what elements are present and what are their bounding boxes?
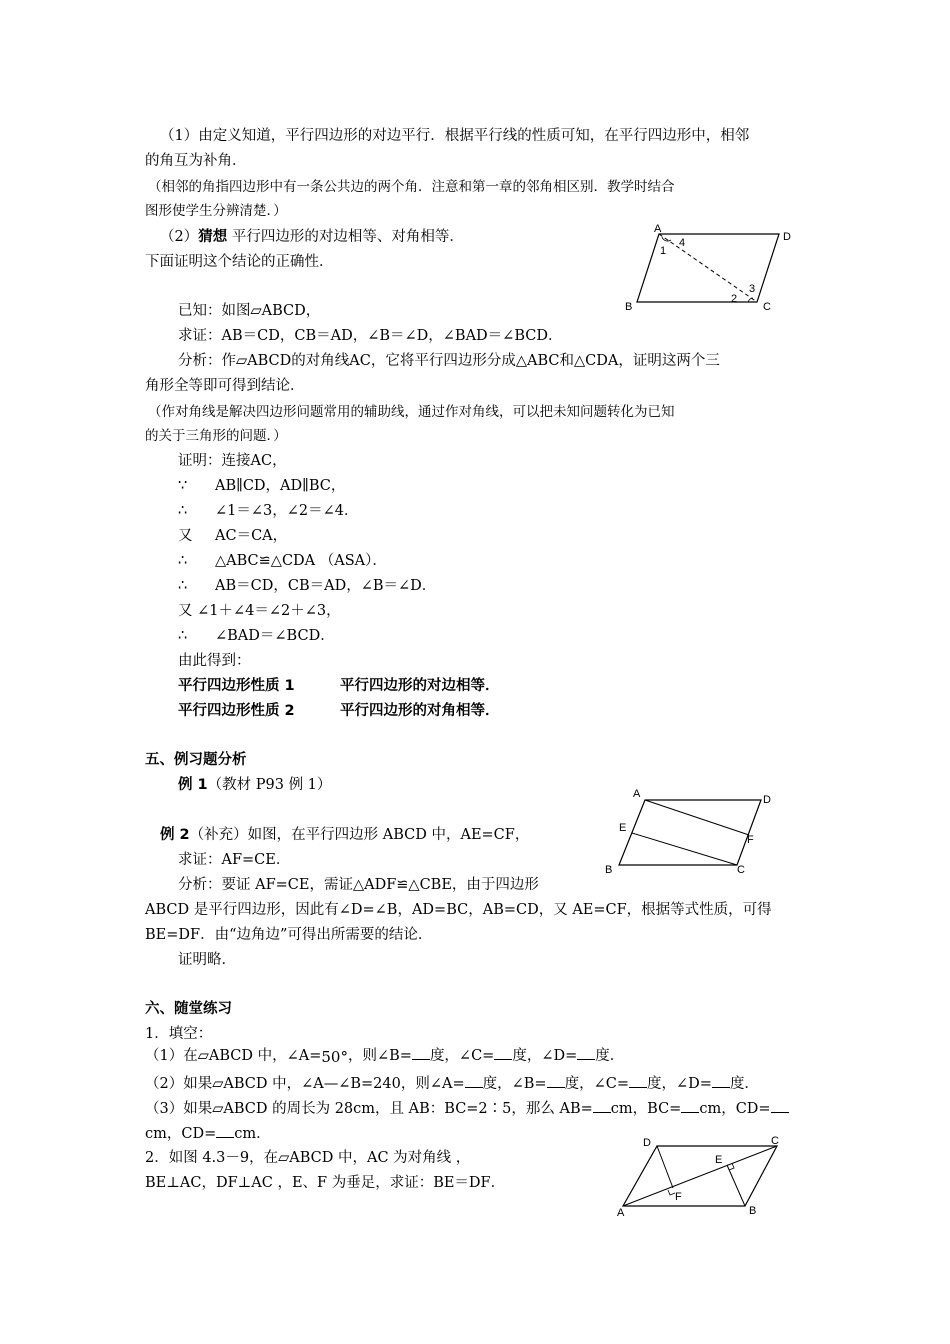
conjecture-label: 猜想	[198, 229, 228, 245]
note-2-line-2: 的关于三角形的问题．）	[145, 428, 287, 444]
q1-1-text-a: （1）在▱ABCD 中，∠A=	[145, 1048, 322, 1064]
example-2-label: 例 2	[160, 827, 190, 843]
conjecture-line	[160, 227, 464, 247]
perpendicular-be	[727, 1165, 745, 1206]
analysis-line-2: 角形全等即可得到结论．	[145, 378, 305, 394]
fig2-label-a: A	[633, 788, 641, 800]
answer-blank[interactable]	[593, 1098, 611, 1113]
answer-blank[interactable]	[494, 1045, 512, 1060]
proof-line-3-sym: 又	[178, 528, 193, 544]
note-1-line-2: 图形使学生分辨清楚．）	[145, 203, 287, 219]
fig3-label-f: F	[675, 1191, 682, 1203]
question-2-line-2: BE⊥AC，DF⊥AC ，E、F 为垂足，求证：BE＝DF．	[145, 1175, 506, 1191]
q1-3-text-a: （3）如果▱ABCD 的周长为 28cm，且 AB：BC=2∶5，那么 AB=	[145, 1101, 593, 1117]
fig1-angle-3: 3	[749, 283, 756, 295]
figure-parallelogram-1	[615, 218, 800, 318]
figure-parallelogram-3	[605, 1130, 795, 1220]
fig2-label-b: B	[605, 864, 613, 876]
property-2-name: 平行四边形性质 2	[178, 703, 295, 719]
fig3-label-d: D	[643, 1137, 651, 1149]
fig2-label-d: D	[763, 794, 771, 806]
fig2-label-c: C	[737, 864, 745, 876]
example-1-line	[178, 775, 331, 795]
q1-3-text-c: cm，CD=	[699, 1101, 771, 1117]
q1-2-text-a: （2）如果▱ABCD 中，∠A—∠B=240，则∠A=	[145, 1076, 465, 1092]
right-angle-f	[668, 1190, 675, 1195]
proof-line-7: ∠BAD＝∠BCD．	[215, 628, 335, 644]
example-2-analysis-3: BE=DF．由“边角边”可得出所需要的结论．	[145, 927, 433, 943]
q1-2-text-b: 度，∠B=	[482, 1076, 547, 1092]
q1-1-degree: 50°	[321, 1048, 348, 1066]
parallelogram-abcd-2	[619, 800, 761, 865]
example-2-prove: 求证：AF=CE．	[178, 852, 291, 868]
proof-line-5: AB＝CD，CB＝AD，∠B＝∠D．	[215, 578, 437, 594]
example-2-proof: 证明略．	[178, 952, 236, 968]
fig3-label-e: E	[715, 1154, 723, 1166]
fig2-label-e: E	[619, 822, 627, 834]
diagonal-ac-3	[623, 1146, 777, 1206]
question-1-1	[145, 1045, 624, 1066]
proof-intro: 下面证明这个结论的正确性．	[145, 254, 334, 270]
answer-blank[interactable]	[216, 1123, 234, 1138]
proof-line-7-sym: ∴	[178, 628, 188, 644]
segment-ec	[632, 833, 737, 865]
proof-line-8: 由此得到：	[178, 653, 251, 669]
answer-blank[interactable]	[712, 1073, 730, 1088]
q1-1-text-b: ，则∠B=	[347, 1048, 412, 1064]
answer-blank[interactable]	[412, 1045, 430, 1060]
answer-blank[interactable]	[771, 1098, 789, 1113]
answer-blank[interactable]	[547, 1073, 565, 1088]
proof-line-2: ∠1＝∠3，∠2＝∠4．	[215, 503, 359, 519]
answer-blank[interactable]	[577, 1045, 595, 1060]
given-line: 已知：如图▱ABCD，	[178, 303, 321, 319]
example-2-line	[160, 825, 529, 845]
fig1-angle-4: 4	[679, 237, 686, 249]
q1-1-text-c: 度，∠C=	[429, 1048, 495, 1064]
answer-blank[interactable]	[465, 1073, 483, 1088]
q1-2-text-e: 度．	[729, 1076, 759, 1092]
example-2-analysis-1: 分析：要证 AF=CE，需证△ADF≌△CBE，由于四边形	[178, 877, 539, 893]
fig3-label-c: C	[771, 1135, 779, 1147]
question-1-3-cont	[145, 1123, 271, 1144]
proof-line-1: AB∥CD，AD∥BC，	[215, 478, 346, 494]
section-5-heading: 五、例习题分析	[145, 752, 247, 768]
example-2-text: （补充）如图，在平行四边形 ABCD 中，AE=CF，	[189, 827, 530, 843]
note-1-line-1: （相邻的角指四边形中有一条公共边的两个角．注意和第一章的邻角相区别．教学时结合	[148, 179, 675, 195]
q1-2-text-d: 度，∠D=	[647, 1076, 712, 1092]
property-1-name: 平行四边形性质 1	[178, 678, 295, 694]
property-1-text: 平行四边形的对边相等．	[340, 678, 500, 694]
fig1-label-a: A	[654, 223, 662, 235]
question-1-heading: 1．填空：	[145, 1026, 213, 1042]
fig3-label-a: A	[617, 1207, 625, 1219]
para-1-line-1: （1）由定义知道，平行四边形的对边平行．根据平行线的性质可知，在平行四边形中，相邻	[160, 128, 750, 144]
question-1-2	[145, 1073, 759, 1094]
example-1-text: （教材 P93 例 1）	[207, 777, 332, 793]
q1-3-text-e: cm．	[234, 1126, 271, 1142]
fig1-label-c: C	[763, 301, 771, 313]
segment-af	[645, 800, 749, 835]
proof-line-4-sym: ∴	[178, 553, 188, 569]
proof-line-6: 又 ∠1＋∠4＝∠2＋∠3，	[178, 603, 341, 619]
perpendicular-df	[657, 1146, 673, 1188]
proof-line-0: 证明：连接AC，	[178, 453, 287, 469]
fig3-label-b: B	[749, 1205, 757, 1217]
figure-parallelogram-2	[595, 785, 785, 880]
conjecture-prefix: （2）	[160, 229, 199, 245]
q1-1-text-d: 度，∠D=	[512, 1048, 578, 1064]
example-2-analysis-2: ABCD 是平行四边形，因此有∠D=∠B，AD=BC，AB=CD，又 AE=CF，根据等式性质，可得	[145, 902, 772, 918]
q1-1-text-e: 度．	[595, 1048, 625, 1064]
example-1-label: 例 1	[178, 777, 208, 793]
proof-line-1-sym: ∵	[178, 478, 188, 494]
proof-line-3: AC＝CA，	[215, 528, 288, 544]
note-2-line-1: （作对角线是解决四边形问题常用的辅助线，通过作对角线，可以把未知问题转化为已知	[148, 404, 675, 420]
analysis-line-1: 分析：作▱ABCD的对角线AC，它将平行四边形分成△ABC和△CDA，证明这两个三	[178, 353, 720, 369]
fig1-label-b: B	[625, 301, 633, 313]
proof-line-2-sym: ∴	[178, 503, 188, 519]
property-2-text: 平行四边形的对角相等．	[340, 703, 500, 719]
proof-line-4: △ABC≌△CDA （ASA）．	[215, 553, 387, 569]
proof-line-5-sym: ∴	[178, 578, 188, 594]
section-6-heading: 六、随堂练习	[145, 1001, 232, 1017]
answer-blank[interactable]	[681, 1098, 699, 1113]
q1-3-text-b: cm，BC=	[610, 1101, 682, 1117]
question-2-line-1: 2．如图 4.3－9，在▱ABCD 中，AC 为对角线 ，	[145, 1150, 471, 1166]
fig1-label-d: D	[783, 231, 791, 243]
diagonal-ac	[659, 234, 757, 302]
q1-3-text-d: cm，CD=	[145, 1126, 217, 1142]
fig1-angle-1: 1	[660, 245, 667, 257]
fig2-label-f: F	[747, 834, 754, 846]
answer-blank[interactable]	[629, 1073, 647, 1088]
fig1-angle-2: 2	[731, 293, 738, 305]
para-1-line-2: 的角互为补角．	[145, 153, 247, 169]
q1-2-text-c: 度，∠C=	[564, 1076, 629, 1092]
conjecture-text: 平行四边形的对边相等、对角相等．	[227, 229, 464, 245]
prove-line: 求证：AB＝CD，CB＝AD，∠B＝∠D，∠BAD＝∠BCD．	[178, 328, 563, 344]
question-1-3	[145, 1098, 789, 1119]
